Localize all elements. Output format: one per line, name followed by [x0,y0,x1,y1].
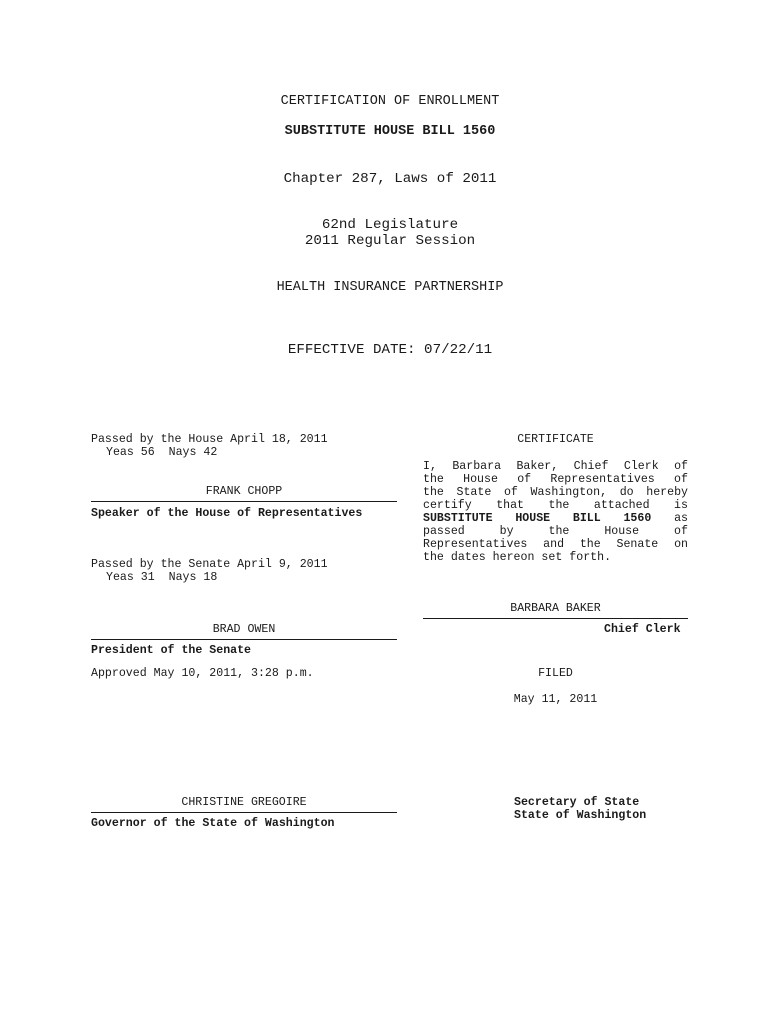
certificate-line [423,473,688,486]
certificate-word: Senate [616,538,659,551]
certificate-word: certify [423,499,472,512]
session-line: 2011 Regular Session [304,233,476,249]
certificate-text [423,460,688,564]
certificate-word: State [456,486,492,499]
certificate-line [423,538,688,551]
secretary-line-2: State of Washington [514,809,647,822]
certificate-word: of [674,460,688,473]
certificate-line [423,499,688,512]
certificate-word: Representatives [423,538,528,551]
certificate-word: Representatives [550,473,655,486]
certificate-word: of [674,525,688,538]
certificate-word: Washington, [530,486,608,499]
effective-date: EFFECTIVE DATE: 07/22/11 [287,342,493,358]
certificate-line [423,486,688,499]
certificate-word: passed [423,525,465,538]
president-title: President of the Senate [91,644,252,657]
certificate-word: I, [423,460,437,473]
president-name: BRAD OWEN [212,623,276,636]
certificate-word: the [548,499,570,512]
certificate-word: the [548,525,570,538]
certificate-word: dates [450,551,486,564]
approved-line: Approved May 10, 2011, 3:28 p.m. [91,667,314,680]
certificate-word: Clerk [623,460,659,473]
bill-title: SUBSTITUTE HOUSE BILL 1560 [284,124,496,139]
certificate-word: do [619,486,634,499]
certificate-word: Barbara [452,460,502,473]
certificate-word: 1560 [623,512,652,525]
certificate-word: the [579,538,601,551]
secretary-line-1: Secretary of State [514,796,640,809]
certificate-line [423,460,688,473]
certificate-word: Baker, [516,460,559,473]
speaker-name: FRANK CHOPP [205,485,283,498]
certificate-word: forth. [569,551,612,564]
certificate-line [423,551,688,564]
certificate-word: the [423,486,444,499]
certificate-word: hereon [492,551,535,564]
clerk-signature-line [423,618,688,619]
certificate-word: is [674,499,688,512]
certificate-word: of [503,486,518,499]
certification-title: CERTIFICATION OF ENROLLMENT [280,94,500,109]
certificate-word: as [674,512,688,525]
certificate-word: attached [593,499,650,512]
filed-label: FILED [538,667,573,680]
certificate-heading: CERTIFICATE [517,433,594,446]
clerk-name: BARBARA BAKER [510,602,601,615]
certificate-word: of [517,473,532,486]
certificate-word: HOUSE [515,512,551,525]
certificate-word: hereby [646,486,688,499]
certificate-line [423,525,688,538]
certificate-word: of [674,473,688,486]
certificate-word: by [499,525,514,538]
governor-title: Governor of the State of Washington [91,817,335,830]
certificate-word: the [423,473,444,486]
certificate-word: on [674,538,688,551]
governor-name: CHRISTINE GREGOIRE [181,796,307,809]
clerk-title: Chief Clerk [604,623,681,636]
chapter-line: Chapter 287, Laws of 2011 [283,171,497,187]
certificate-word: SUBSTITUTE [423,512,493,525]
certificate-word: and [543,538,565,551]
certificate-word: House [463,473,498,486]
certificate-word: Chief [573,460,609,473]
certificate-word: the [423,551,444,564]
certificate-word: set [541,551,563,564]
house-votes: Yeas 56 Nays 42 [106,446,218,459]
speaker-title: Speaker of the House of Representatives [91,507,363,520]
senate-passed: Passed by the Senate April 9, 2011 [91,558,328,571]
governor-signature-line [91,812,397,813]
president-signature-line [91,639,397,640]
subject-line: HEALTH INSURANCE PARTNERSHIP [276,280,504,295]
certificate-line [423,512,688,525]
senate-votes: Yeas 31 Nays 18 [106,571,218,584]
house-passed: Passed by the House April 18, 2011 [91,433,328,446]
speaker-signature-line [91,501,397,502]
certificate-word: that [496,499,525,512]
filed-date: May 11, 2011 [513,693,598,706]
certificate-word: House [604,525,640,538]
certificate-word: BILL [572,512,601,525]
legislature-line: 62nd Legislature [321,217,459,233]
